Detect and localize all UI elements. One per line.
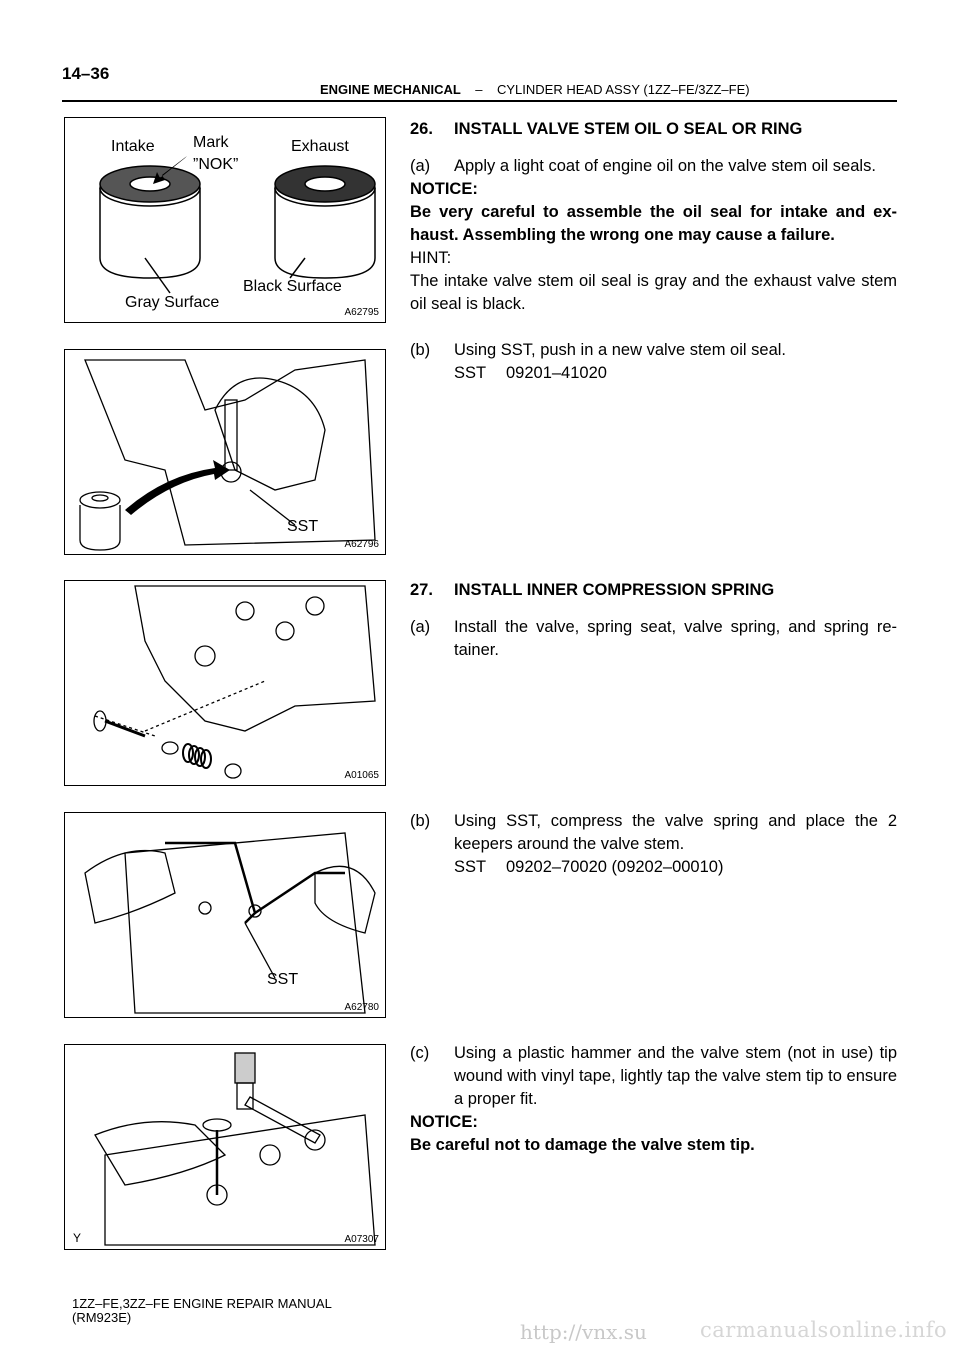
step-27c-para xyxy=(410,1042,897,1111)
step-title-text: INSTALL VALVE STEM OIL O SEAL OR RING xyxy=(454,120,803,138)
footer-manual-title: 1ZZ–FE,3ZZ–FE ENGINE REPAIR MANUAL xyxy=(72,1296,332,1311)
intake-label: Intake xyxy=(111,138,155,155)
black-surface-label: Black Surface xyxy=(243,278,342,295)
figure-code: A62780 xyxy=(344,1002,379,1013)
step-27c xyxy=(410,1042,897,1157)
watermark-site: carmanualsonline.info xyxy=(700,1318,948,1342)
figure-code: A62796 xyxy=(344,539,379,550)
step-number: 26. xyxy=(410,120,433,138)
item-text: Using a plastic hammer and the valve stem (not in use) tip wound with vinyl tape, lightly tap the valve stem tip to ensure a proper fit. xyxy=(454,1044,897,1108)
exhaust-label: Exhaust xyxy=(291,138,349,155)
push-seal-illustration xyxy=(65,350,386,555)
step-26a xyxy=(410,155,897,178)
step-27b xyxy=(410,810,897,879)
figure-code: A01065 xyxy=(344,770,379,781)
header-section: ENGINE MECHANICAL xyxy=(320,82,461,97)
header-title xyxy=(320,82,750,97)
sst-label: SST xyxy=(267,971,299,988)
sst-number xyxy=(410,856,897,879)
item-text: Apply a light coat of engine oil on the valve stem oil seals. xyxy=(454,157,876,175)
item-text: Using SST, compress the valve spring and place the 2 keepers around the valve stem. xyxy=(454,812,897,853)
nok-label: ”NOK” xyxy=(193,156,239,173)
notice-label: NOTICE: xyxy=(410,1113,478,1131)
footer xyxy=(72,1297,332,1325)
compress-spring-illustration xyxy=(65,813,386,1018)
step-26-title xyxy=(410,118,897,141)
sst-value: 09201–41020 xyxy=(506,364,607,382)
sst-number xyxy=(410,362,897,385)
step-number: 27. xyxy=(410,581,433,599)
item-label: (a) xyxy=(410,618,431,636)
sst-label: SST xyxy=(287,518,319,535)
item-label: (b) xyxy=(410,812,431,830)
step-27b-para xyxy=(410,810,897,856)
header-subsection: CYLINDER HEAD ASSY (1ZZ–FE/3ZZ–FE) xyxy=(496,82,750,97)
hint-text: The intake valve stem oil seal is gray and the exhaust valve stem oil seal is black. xyxy=(410,272,897,313)
footer-manual-code: (RM923E) xyxy=(72,1310,132,1325)
step-26 xyxy=(410,118,897,385)
figure-code: A62795 xyxy=(344,307,379,318)
step-27 xyxy=(410,579,897,662)
header-separator: – xyxy=(475,82,483,97)
sst-key: SST xyxy=(454,364,487,382)
figure-plastic-hammer xyxy=(64,1044,386,1250)
notice-text: Be very careful to assemble the oil seal for intake and ex-haust. Assembling the wrong one may cause a failure. xyxy=(410,203,897,244)
step-27a xyxy=(410,616,897,662)
item-text: Using SST, push in a new valve stem oil seal. xyxy=(454,341,786,359)
mark-label: Mark xyxy=(193,134,229,151)
header-rule xyxy=(62,100,897,102)
figure-compress-spring xyxy=(64,812,386,1018)
step-title-text: INSTALL INNER COMPRESSION SPRING xyxy=(454,581,775,599)
notice-label: NOTICE: xyxy=(410,180,478,198)
watermark-url[interactable]: http://vnx.su xyxy=(520,1320,647,1344)
item-label: (a) xyxy=(410,157,431,175)
item-text: Install the valve, spring seat, valve spring, and spring re-tainer. xyxy=(454,618,897,659)
step-27-title xyxy=(410,579,897,602)
sst-key: SST xyxy=(454,858,487,876)
figure-oil-seals xyxy=(64,117,386,323)
y-marker: Y xyxy=(73,1231,82,1245)
item-label: (c) xyxy=(410,1044,430,1062)
plastic-hammer-illustration xyxy=(65,1045,386,1250)
gray-surface-label: Gray Surface xyxy=(125,294,220,311)
step-26b xyxy=(410,339,897,362)
figure-push-seal xyxy=(64,349,386,555)
item-label: (b) xyxy=(410,341,431,359)
notice-text: Be careful not to damage the valve stem tip. xyxy=(410,1136,755,1154)
page-number: 14–36 xyxy=(62,64,110,83)
figure-code: A07307 xyxy=(344,1234,379,1245)
hint-label: HINT: xyxy=(410,249,452,267)
figure-valve-spring xyxy=(64,580,386,786)
sst-value: 09202–70020 (09202–00010) xyxy=(506,858,724,876)
valve-spring-illustration xyxy=(65,581,386,786)
